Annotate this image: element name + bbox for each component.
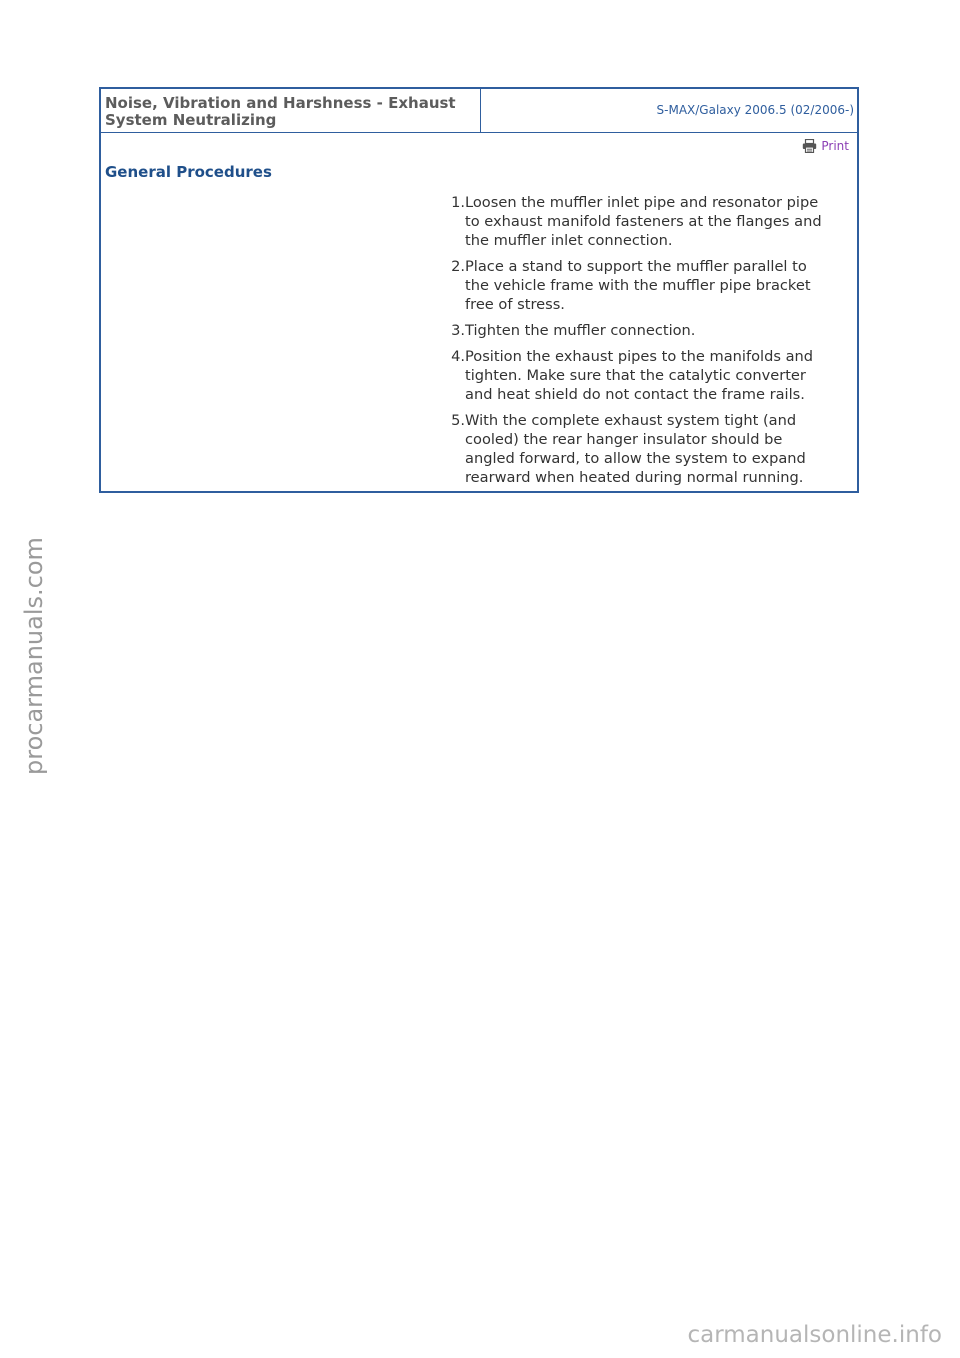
- step-number-text: 4.: [451, 348, 465, 365]
- side-watermark: procarmanuals.com: [20, 537, 48, 775]
- step-text-line: free of stress.: [465, 296, 565, 313]
- step-text-line: the vehicle frame with the muffler pipe bracket: [465, 277, 811, 294]
- procedure-steps: [427, 193, 847, 494]
- print-button[interactable]: [802, 139, 849, 153]
- page-title-line-2: System Neutralizing: [105, 111, 277, 129]
- step-text-line: Tighten the muffler connection.: [465, 322, 696, 339]
- step-number: [427, 321, 465, 340]
- procedure-step: [427, 321, 847, 340]
- bottom-watermark: carmanualsonline.info: [687, 1322, 942, 1348]
- step-number: [427, 257, 465, 314]
- step-number-text: 3.: [451, 322, 465, 339]
- step-text: [465, 347, 847, 404]
- step-number: [427, 411, 465, 487]
- step-text: [465, 321, 847, 340]
- step-number: [427, 347, 465, 404]
- step-text-line: rearward when heated during normal running.: [465, 469, 804, 486]
- print-label: Print: [821, 139, 849, 153]
- printer-icon: [802, 139, 817, 153]
- step-text: [465, 411, 847, 487]
- step-text-line: Position the exhaust pipes to the manifolds and: [465, 348, 814, 365]
- step-text: [465, 257, 847, 314]
- step-number-text: 1.: [451, 194, 465, 211]
- procedure-step: [427, 193, 847, 250]
- procedure-step: [427, 347, 847, 404]
- model-label: S-MAX/Galaxy 2006.5 (02/2006-): [656, 103, 854, 117]
- step-text: [465, 193, 847, 250]
- step-text-line: Place a stand to support the muffler parallel to: [465, 258, 807, 275]
- step-number-text: 2.: [451, 258, 465, 275]
- step-text-line: With the complete exhaust system tight (and: [465, 412, 797, 429]
- header-row: [101, 89, 857, 133]
- step-text-line: angled forward, to allow the system to expand: [465, 450, 806, 467]
- page-title: [105, 95, 475, 129]
- procedure-step: [427, 411, 847, 487]
- document-frame: [99, 87, 859, 493]
- step-number: [427, 193, 465, 250]
- step-text-line: the muffler inlet connection.: [465, 232, 673, 249]
- step-text-line: to exhaust manifold fasteners at the flanges and: [465, 213, 822, 230]
- header-divider: [480, 89, 481, 133]
- section-title: General Procedures: [105, 163, 272, 181]
- step-text-line: tighten. Make sure that the catalytic converter: [465, 367, 806, 384]
- step-text-line: Loosen the muffler inlet pipe and resonator pipe: [465, 194, 819, 211]
- procedure-step: [427, 257, 847, 314]
- page-title-line-1: Noise, Vibration and Harshness - Exhaust: [105, 94, 456, 112]
- step-text-line: cooled) the rear hanger insulator should be: [465, 431, 783, 448]
- step-number-text: 5.: [451, 412, 465, 429]
- step-text-line: and heat shield do not contact the frame rails.: [465, 386, 805, 403]
